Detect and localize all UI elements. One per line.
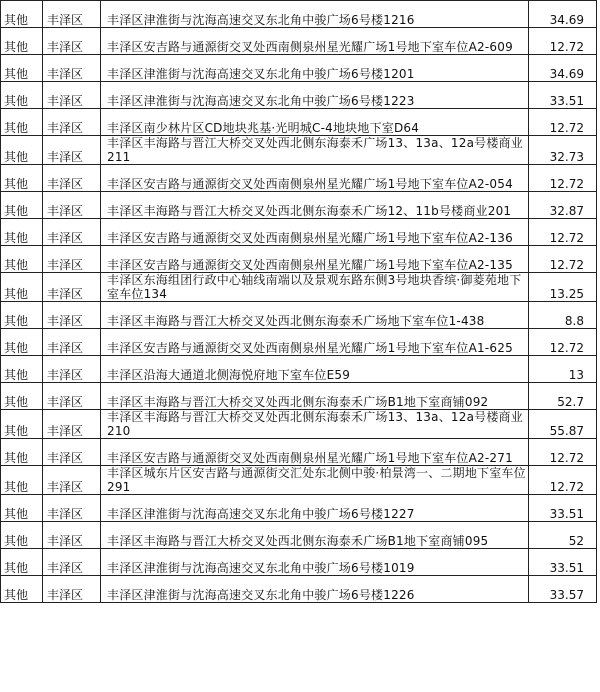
district-cell: 丰泽区: [43, 82, 101, 109]
table-row: [1, 549, 597, 576]
table-row: [1, 1, 597, 28]
table-row: [1, 192, 597, 219]
area-cell: 34.69: [529, 55, 597, 82]
type-cell: 其他: [1, 109, 43, 136]
type-cell: 其他: [1, 28, 43, 55]
area-cell: 33.51: [529, 82, 597, 109]
area-cell: 52.7: [529, 383, 597, 410]
area-cell: 33.51: [529, 495, 597, 522]
type-cell: 其他: [1, 1, 43, 28]
table-row: [1, 522, 597, 549]
address-cell: 丰泽区东海组团行政中心轴线南端以及景观东路东侧3号地块香缤·御菱苑地下室车位134: [101, 273, 529, 302]
area-cell: 33.51: [529, 549, 597, 576]
type-cell: 其他: [1, 522, 43, 549]
district-cell: 丰泽区: [43, 1, 101, 28]
area-cell: 13.25: [529, 273, 597, 302]
area-cell: 12.72: [529, 28, 597, 55]
address-cell: 丰泽区安吉路与通源街交叉处西南侧泉州星光耀广场1号地下室车位A1-625: [101, 329, 529, 356]
type-cell: 其他: [1, 439, 43, 466]
type-cell: 其他: [1, 136, 43, 165]
area-cell: 12.72: [529, 219, 597, 246]
table-row: [1, 28, 597, 55]
area-cell: 12.72: [529, 165, 597, 192]
district-cell: 丰泽区: [43, 28, 101, 55]
address-cell: 丰泽区津淮街与沈海高速交叉东北角中骏广场6号楼1216: [101, 1, 529, 28]
table-row: [1, 410, 597, 439]
area-cell: 8.8: [529, 302, 597, 329]
district-cell: 丰泽区: [43, 576, 101, 603]
type-cell: 其他: [1, 356, 43, 383]
table-row: [1, 329, 597, 356]
type-cell: 其他: [1, 246, 43, 273]
district-cell: 丰泽区: [43, 439, 101, 466]
type-cell: 其他: [1, 466, 43, 495]
area-cell: 13: [529, 356, 597, 383]
district-cell: 丰泽区: [43, 192, 101, 219]
type-cell: 其他: [1, 165, 43, 192]
district-cell: 丰泽区: [43, 246, 101, 273]
type-cell: 其他: [1, 55, 43, 82]
district-cell: 丰泽区: [43, 165, 101, 192]
address-cell: 丰泽区津淮街与沈海高速交叉东北角中骏广场6号楼1226: [101, 576, 529, 603]
district-cell: 丰泽区: [43, 356, 101, 383]
area-cell: 52: [529, 522, 597, 549]
address-cell: 丰泽区城东片区安吉路与通源街交汇处东北侧中骏·柏景湾一、二期地下室车位291: [101, 466, 529, 495]
type-cell: 其他: [1, 576, 43, 603]
address-cell: 丰泽区丰海路与晋江大桥交叉处西北侧东海泰禾广场13、13a、12a号楼商业211: [101, 136, 529, 165]
table-row: [1, 356, 597, 383]
district-cell: 丰泽区: [43, 495, 101, 522]
area-cell: 12.72: [529, 109, 597, 136]
address-cell: 丰泽区丰海路与晋江大桥交叉处西北侧东海泰禾广场13、13a、12a号楼商业210: [101, 410, 529, 439]
table-row: [1, 466, 597, 495]
type-cell: 其他: [1, 192, 43, 219]
district-cell: 丰泽区: [43, 549, 101, 576]
area-cell: 32.73: [529, 136, 597, 165]
area-cell: 34.69: [529, 1, 597, 28]
address-cell: 丰泽区南少林片区CD地块兆基·光明城C-4地块地下室D64: [101, 109, 529, 136]
address-cell: 丰泽区津淮街与沈海高速交叉东北角中骏广场6号楼1201: [101, 55, 529, 82]
table-row: [1, 109, 597, 136]
table-row: [1, 165, 597, 192]
area-cell: 32.87: [529, 192, 597, 219]
address-cell: 丰泽区安吉路与通源街交叉处西南侧泉州星光耀广场1号地下室车位A2-609: [101, 28, 529, 55]
address-cell: 丰泽区津淮街与沈海高速交叉东北角中骏广场6号楼1019: [101, 549, 529, 576]
address-cell: 丰泽区安吉路与通源街交叉处西南侧泉州星光耀广场1号地下室车位A2-054: [101, 165, 529, 192]
district-cell: 丰泽区: [43, 466, 101, 495]
type-cell: 其他: [1, 82, 43, 109]
table-row: [1, 302, 597, 329]
district-cell: 丰泽区: [43, 136, 101, 165]
address-cell: 丰泽区丰海路与晋江大桥交叉处西北侧东海泰禾广场B1地下室商铺092: [101, 383, 529, 410]
district-cell: 丰泽区: [43, 219, 101, 246]
area-cell: 12.72: [529, 466, 597, 495]
district-cell: 丰泽区: [43, 522, 101, 549]
area-cell: 12.72: [529, 246, 597, 273]
address-cell: 丰泽区津淮街与沈海高速交叉东北角中骏广场6号楼1223: [101, 82, 529, 109]
address-cell: 丰泽区安吉路与通源街交叉处西南侧泉州星光耀广场1号地下室车位A2-136: [101, 219, 529, 246]
table-row: [1, 219, 597, 246]
district-cell: 丰泽区: [43, 55, 101, 82]
district-cell: 丰泽区: [43, 383, 101, 410]
type-cell: 其他: [1, 329, 43, 356]
table-row: [1, 439, 597, 466]
district-cell: 丰泽区: [43, 329, 101, 356]
type-cell: 其他: [1, 302, 43, 329]
table-row: [1, 55, 597, 82]
area-cell: 55.87: [529, 410, 597, 439]
address-cell: 丰泽区安吉路与通源街交叉处西南侧泉州星光耀广场1号地下室车位A2-135: [101, 246, 529, 273]
table-row: [1, 82, 597, 109]
district-cell: 丰泽区: [43, 302, 101, 329]
address-cell: 丰泽区丰海路与晋江大桥交叉处西北侧东海泰禾广场B1地下室商铺095: [101, 522, 529, 549]
type-cell: 其他: [1, 273, 43, 302]
type-cell: 其他: [1, 410, 43, 439]
table-row: [1, 383, 597, 410]
type-cell: 其他: [1, 219, 43, 246]
address-cell: 丰泽区安吉路与通源街交叉处西南侧泉州星光耀广场1号地下室车位A2-271: [101, 439, 529, 466]
district-cell: 丰泽区: [43, 410, 101, 439]
table-row: [1, 273, 597, 302]
area-cell: 12.72: [529, 439, 597, 466]
table-row: [1, 576, 597, 603]
type-cell: 其他: [1, 383, 43, 410]
table-row: [1, 495, 597, 522]
area-cell: 12.72: [529, 329, 597, 356]
table-row: [1, 136, 597, 165]
address-cell: 丰泽区丰海路与晋江大桥交叉处西北侧东海泰禾广场地下室车位1-438: [101, 302, 529, 329]
address-cell: 丰泽区丰海路与晋江大桥交叉处西北侧东海泰禾广场12、11b号楼商业201: [101, 192, 529, 219]
table-row: [1, 246, 597, 273]
district-cell: 丰泽区: [43, 273, 101, 302]
type-cell: 其他: [1, 549, 43, 576]
area-cell: 33.57: [529, 576, 597, 603]
type-cell: 其他: [1, 495, 43, 522]
address-cell: 丰泽区沿海大通道北侧海悦府地下室车位E59: [101, 356, 529, 383]
address-cell: 丰泽区津淮街与沈海高速交叉东北角中骏广场6号楼1227: [101, 495, 529, 522]
table-body: [1, 1, 597, 603]
district-cell: 丰泽区: [43, 109, 101, 136]
